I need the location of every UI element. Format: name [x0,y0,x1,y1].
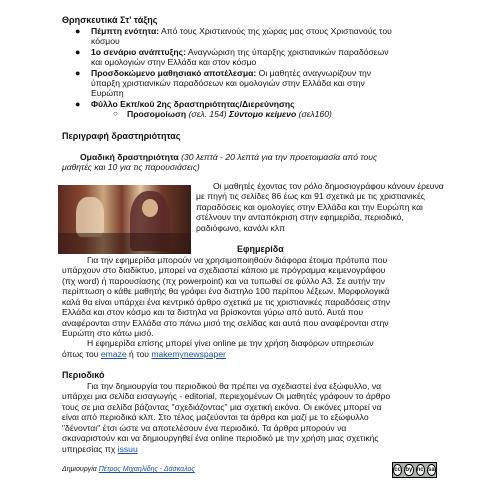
intro-line: παραδόσεις και ομολογίες στην Ελλάδα και την Ευρώπη και [196,202,423,212]
links-prefix: όπως του [62,349,101,359]
group-activity-line [80,152,377,162]
unit-text-cont: κόσμου [91,36,120,46]
newspaper-line: αναφέρονται στην Ελλάδα στο πάνω μισό της σελίδας και αυτά που αναφέρονται στην [62,318,389,328]
makemynewspaper-link[interactable]: makemynewspaper [151,349,226,359]
cc-license-badge[interactable] [392,462,437,478]
group-activity-label: Ομαδική δραστηριότητα [80,152,179,162]
footer-credit [62,465,195,475]
newspaper-line: υπάρχουν στο διαδίκτυο, μπορεί να σχεδιαστεί κάποιο με πρόγραμμα κειμενογράφου [62,265,386,275]
scenario-label: 1ο σενάριο ανάπτυξης: [91,47,186,57]
magazine-heading: Περιοδικό [62,370,105,380]
short-text-label: Σύντομο κείμενο [229,109,297,119]
newspaper-online-line: Η εφημερίδα επίσης μπορεί γίνει online με την χρήση διαφόρων υπηρεσιών [87,338,374,348]
newspaper-line: Ελλάδα και στον κόσμο και τα διστηλα να βρίσκονται γύρω από αυτό. Αυτά που [62,307,364,317]
intro-line: ραδιόφωνο, κανάλι κλπ [196,223,286,233]
bullet-icon: ● [75,68,81,78]
cc-icon: cc [393,464,402,476]
group-activity-note: (30 λεπτά - 20 λεπτά για την προετοιμασία από τους [178,152,378,162]
magazine-line: "δένονται" έτσι ώστε να αποτελέσουν ένα περιοδικό. Τα άρθρα μπορούν να [62,423,347,433]
links-mid: ή του [126,349,152,359]
newspaper-line: Ευρώπη στο κάτω μισό. [62,328,154,338]
footer-prefix: Δημιουργία [62,466,99,473]
bullet-icon: ● [75,47,81,57]
activity-photo [58,185,191,254]
magazine-last-line [62,444,138,454]
author-link[interactable]: Πέτρος Μιχαηλίδης - Δάσκαλος [98,466,195,473]
newspaper-line: περίπτωση ο κάθε μαθητής θα γράφει ένα διστηλο 100 περίπου λέξεων. Μορφολογικά [62,286,390,296]
outcome-text-cont2: Ευρώπη [91,88,124,98]
outcome-text-cont: ύπαρξη χριστιανικών παραδόσεων και ομολογιών στην Ελλάδα και στην [91,78,365,88]
circle-bullet-icon: ○ [113,109,118,118]
page-title: Θρησκευτικά Στ' τάξης [62,15,158,25]
short-text-ref: (σελ160) [296,109,332,119]
magazine-line: τους σε μια σελίδα βάζοντας "σχεδιάζοντας" μια σχετική εικόνα. Οι εικόνες μπορεί να [62,402,382,412]
issuu-prefix: υπηρεσίας πχ [62,444,118,454]
magazine-line: σκαναριστούν και να δημιουργηθεί ένα online περιοδικό με την χρήση μιας σχετικής [62,433,379,443]
simulation-line [127,109,332,119]
nc-icon: nc [416,464,425,476]
intro-line: Οι μαθητές έχοντας τον ρόλο δημοσιογράφου κάνουν έρευνα [213,181,444,191]
scenario-text: Αναγνώριση της ύπαρξης χριστιανικών παραδόσεων [185,47,389,57]
by-icon: by [404,464,413,476]
simulation-label: Προσομοίωση [127,109,187,119]
simulation-ref: (σελ. 154) [186,109,229,119]
unit-label: Πέμπτη ενότητα: [91,26,160,36]
outcome-label: Προσδοκώμενο μαθησιακό αποτέλεσμα: [91,68,257,78]
newspaper-line: (πχ word) ή παρουσίασης (πχ powerpoint) και να τυπωθεί σε φύλλο Α3. Σε αυτήν την [62,276,386,286]
outcome-text: Οι μαθητές αναγνωρίζουν την [256,68,372,78]
sa-icon: sa [427,464,436,476]
magazine-line: είναι από περιοδικά κλπ. Στο τέλος μαζεύονται τα άρθρα και μαζί με το εξώφυλλο [62,412,369,422]
magazine-line: Για την δημιουργία του περιοδικού θα πρέπει να σχεδιαστεί ένα εξώφυλλο, να [87,381,382,391]
scenario-text-cont: και ομολογιών στην Ελλάδα και στον κόσμο [91,57,257,67]
newspaper-heading: Εφημερίδα [237,244,284,254]
issuu-link[interactable]: issuu [117,444,138,454]
description-heading: Περιγραφή δραστηριότητας [62,131,181,141]
unit-text: Από τους Χριστιανούς της χώρας μας στους Χριστιανούς του [159,26,392,36]
newspaper-links-line [62,349,226,359]
magazine-line: υπάρχει μια σελίδα εισαγωγής - editorial, περιεχομένων Οι μαθητές γράφουν το άρθρο [62,391,391,401]
group-activity-note-cont: μαθητές και 10 για τις παρουσιάσεις) [62,162,200,172]
intro-line: με πηγή τις σελίδες 86 έως και 91 σχετικά με τις χριστιανικές [196,191,425,201]
bullet-icon: ● [75,26,81,36]
scenario-line [91,47,389,57]
newspaper-line: καλά θα είναι υπάρχει ένα κεντρικό άρθρο σχετικά με τις χριστιανικές παραδόσεις στην [62,297,391,307]
unit-line [91,26,392,36]
emaze-link[interactable]: emaze [100,349,127,359]
intro-line: στέλνουν την ανταπόκριση στην εφημερίδα, περιοδικό, [196,212,404,222]
newspaper-line: Για την εφημερίδα μπορούν να χρησιμοποιηθούν διάφορα έτοιμα πρότυπα που [87,255,388,265]
bullet-icon: ● [75,99,81,109]
worksheet-label: Φύλλο Εκπ/κού 2ης δραστηριότητας/Διερεύνησης [91,99,295,109]
outcome-line [91,68,371,78]
